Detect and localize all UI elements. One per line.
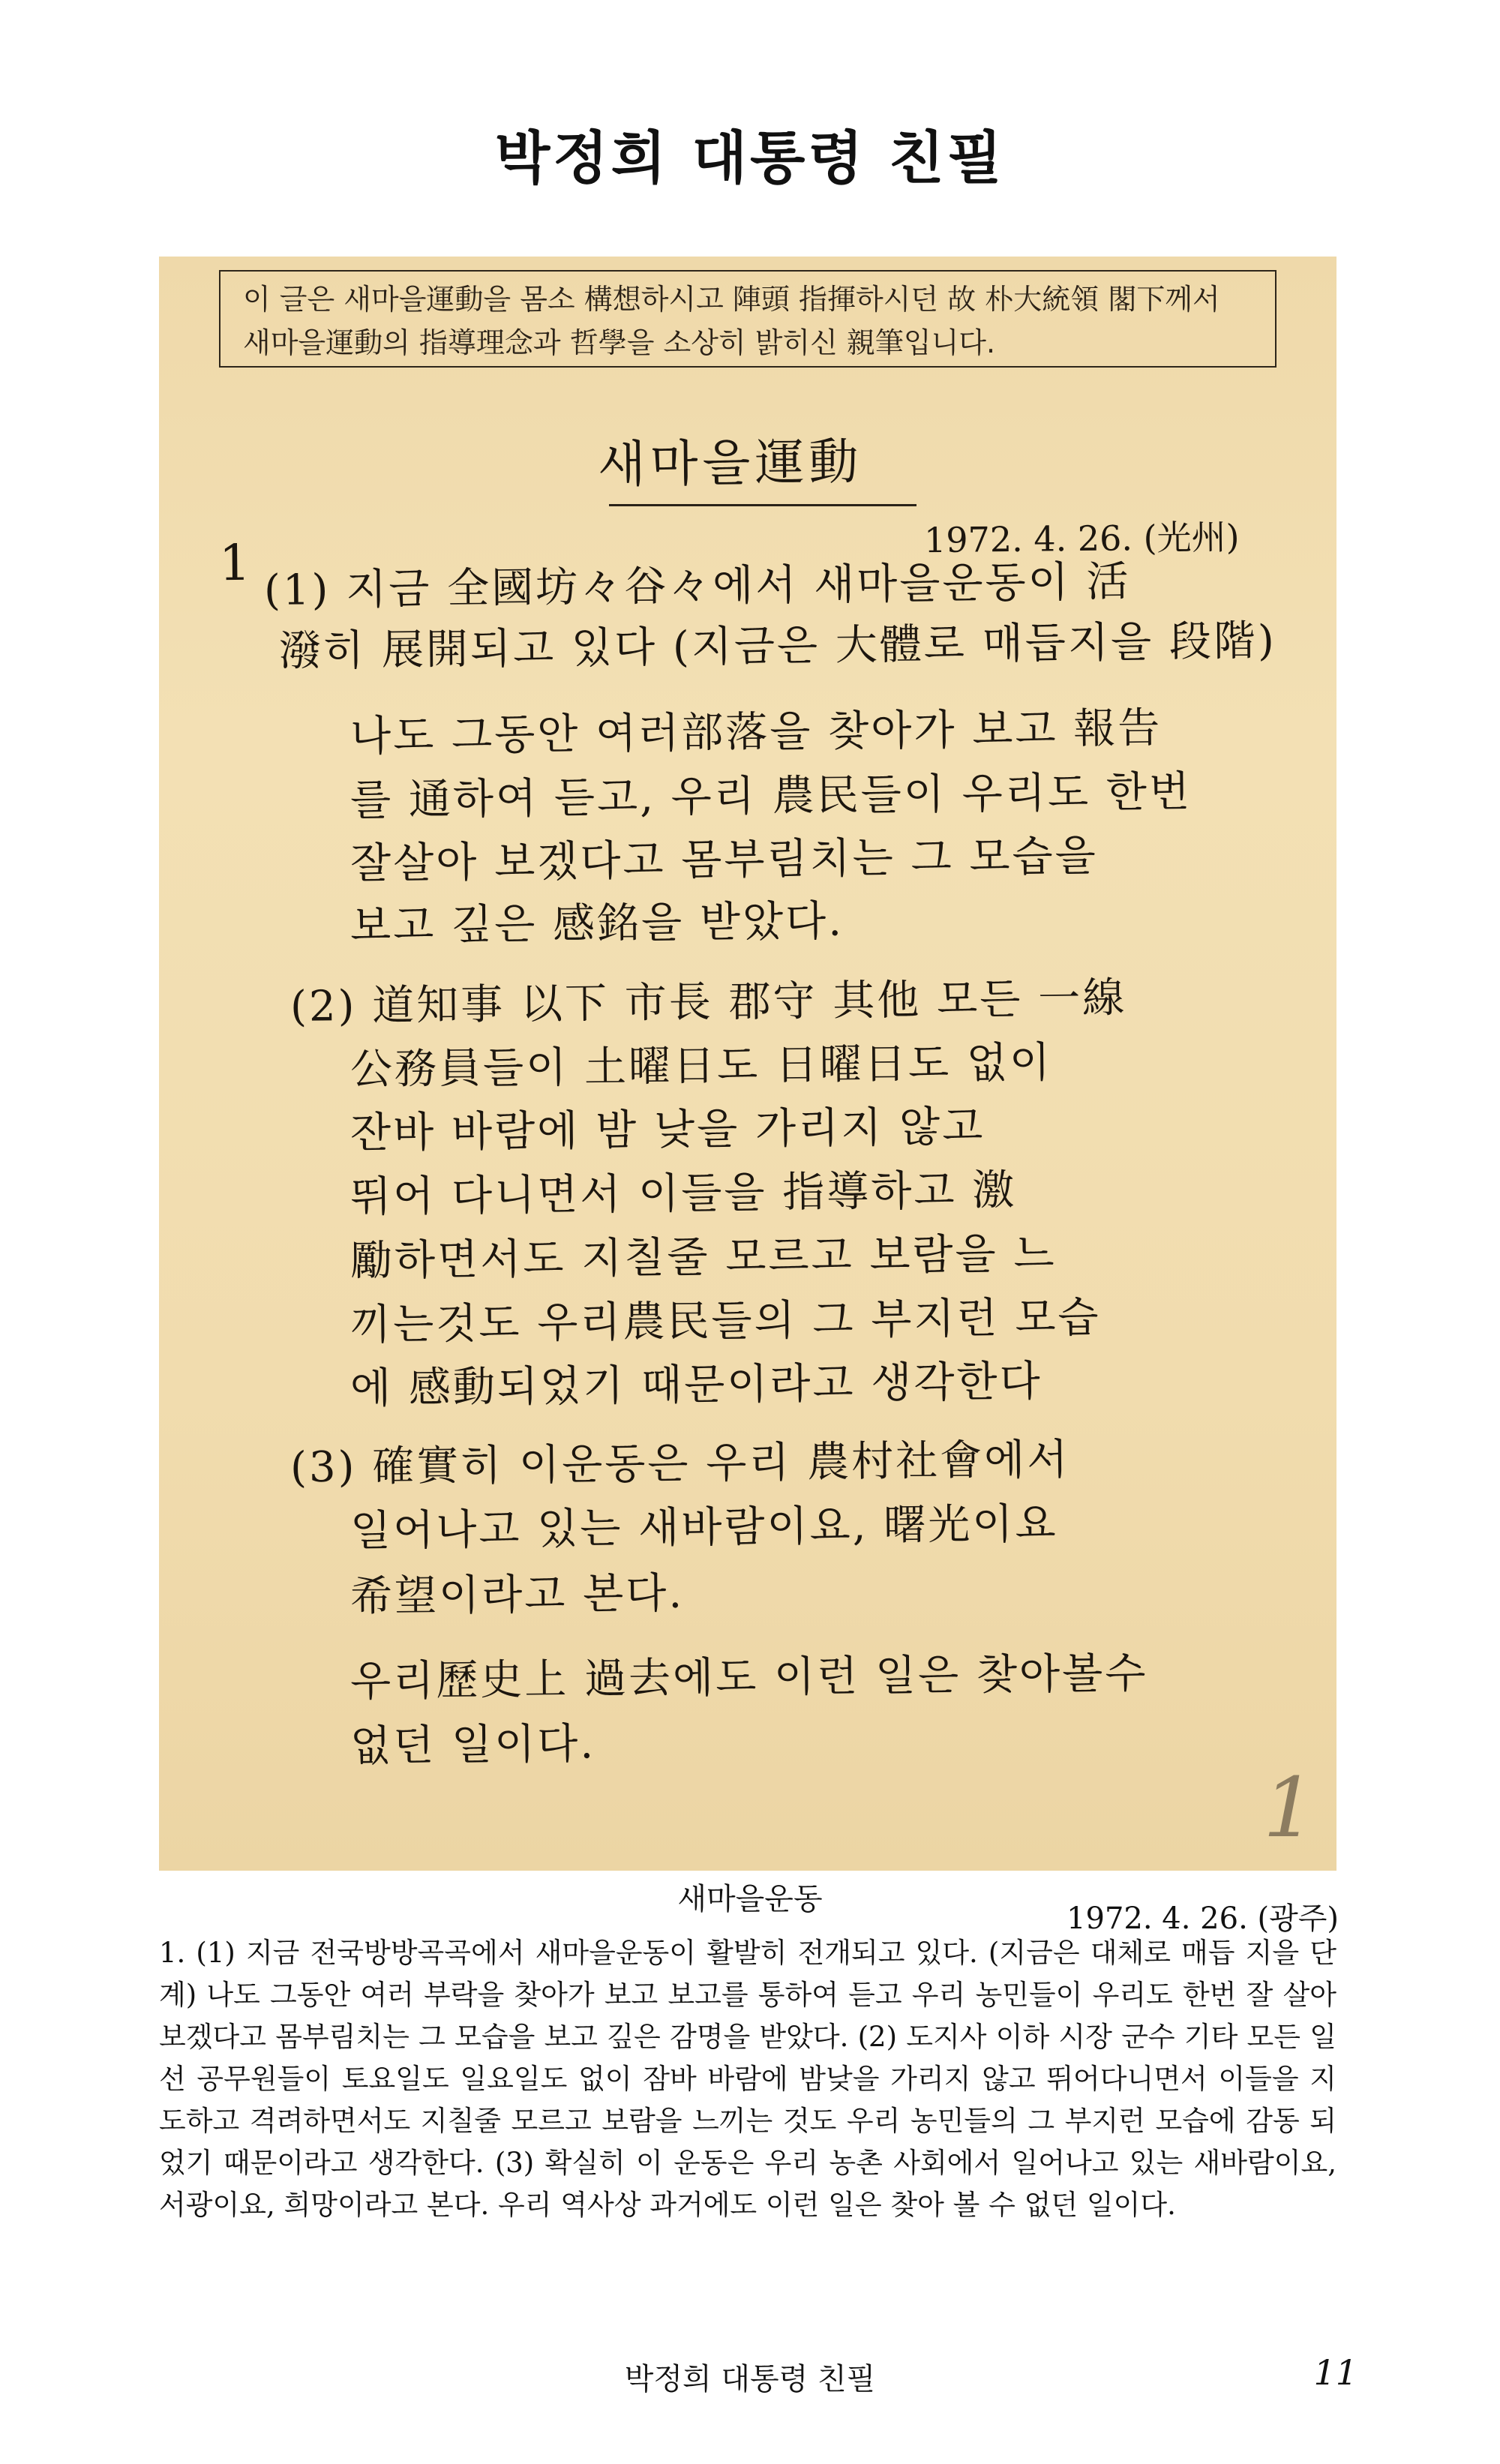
manuscript-page-number: 1 (1263, 1760, 1316, 1856)
manuscript-line: 잔바 바람에 밤 낮을 가리지 않고 (350, 1102, 986, 1158)
manuscript-line: 希望이라고 본다. (350, 1568, 685, 1622)
manuscript-line: 일어나고 있는 새바람이요, 曙光이요 (350, 1499, 1058, 1556)
manuscript-title: 새마을運動 (597, 433, 863, 494)
transcription-paragraph: 1. (1) 지금 전국방방곡곡에서 새마을운동이 활발히 전개되고 있다. (지금은 대체로 매듭 지을 단계) 나도 그동안 여러 부락을 찾아가 보고 보고를 통하여 듣고 우리 농민들이 우리도 한번 잘 살아 보겠다고 몸부림치는 그 모습을 보고 깊은 감명을 받았다. (2) 도지사 이하 시장 군수 기타 모든 일선 공무원들이 토요일도 일요일도 없이 잠바 바람에 밤낮을 가리지 않고 뛰어다니면서 이들을 지도하고 격려하면서도 지칠줄 모르고 보람을 느끼는 것도 우리 농민들의 그 부지런 모습에 감동 되었기 때문이라고 생각한다. (3) 확실히 이 운동은 우리 농촌 사회에서 일어나고 있는 새바람이요, 서광이요, 희망이라고 본다. 우리 역사상 과거에도 이런 일은 찾아 볼 수 없던 일이다. (159, 1937, 1336, 2221)
footer-title: 박정희 대통령 친필 (624, 2362, 876, 2396)
manuscript-line: 에 感動되었기 때문이라고 생각한다 (350, 1357, 1043, 1413)
caption-date: 1972. 4. 26. (광주) (1066, 1901, 1339, 1936)
manuscript-line: 끼는것도 우리農民들의 그 부지런 모습 (350, 1292, 1101, 1350)
footer-page-number: 11 (1313, 2352, 1358, 2393)
title-underline (609, 504, 916, 506)
manuscript-line: 潑히 展開되고 있다 (지금은 大體로 매듭지을 段階) (278, 617, 1277, 676)
manuscript-line: 公務員들이 土曜日도 日曜日도 없이 (350, 1038, 1053, 1094)
page-title: 박정희 대통령 친필 (494, 125, 1006, 191)
manuscript-line: (1) 지금 全國坊々谷々에서 새마을운동이 活 (263, 557, 1131, 616)
manuscript-line: (3) 確實히 이운동은 우리 農村社會에서 (290, 1435, 1070, 1493)
manuscript-photo (159, 257, 1336, 1871)
manuscript-line: 보고 깊은 感銘을 받았다. (350, 896, 844, 951)
manuscript-line: 잘살아 보겠다고 몸부림치는 그 모습을 (350, 831, 1099, 889)
manuscript-note: 이 글은 새마을運動을 몸소 構想하시고 陣頭 指揮하시던 故 朴大統領 閣下께서 새마을運動의 指導理念과 哲學을 소상히 밝히신 親筆입니다. (219, 270, 1276, 368)
manuscript-line: (2) 道知事 以下 市長 郡守 其他 모든 一線 (290, 974, 1127, 1031)
manuscript-line: 나도 그동안 여러部落을 찾아가 보고 報告 (350, 704, 1162, 761)
manuscript-date: 1972. 4. 26. (光州) (923, 516, 1240, 561)
manuscript-line: 우리歷史上 過去에도 이런 일은 찾아볼수 (350, 1649, 1148, 1706)
manuscript-line: 를 通하여 듣고, 우리 農民들이 우리도 한번 (350, 767, 1192, 825)
manuscript-section-number: 1 (218, 533, 251, 593)
caption-title: 새마을운동 (677, 1882, 823, 1916)
manuscript-line: 뛰어 다니면서 이들을 指導하고 激 (350, 1166, 1017, 1222)
manuscript-line: 없던 일이다. (350, 1719, 596, 1771)
manuscript-line: 勵하면서도 지칠줄 모르고 보람을 느 (350, 1229, 1057, 1286)
